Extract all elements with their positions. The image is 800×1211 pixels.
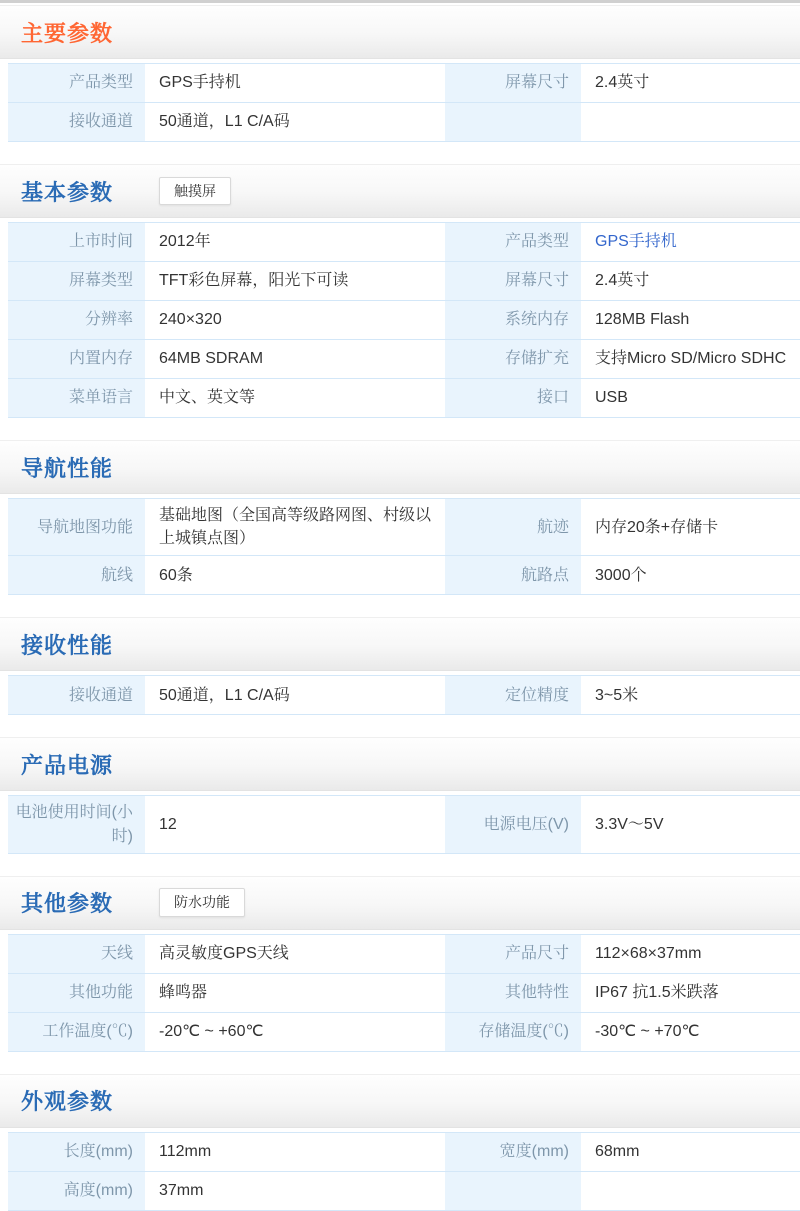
spec-section-other (0, 876, 800, 1052)
spec-value: 3~5米 (595, 686, 639, 704)
spec-label: 接收通道 (8, 676, 145, 714)
section-header (0, 617, 800, 671)
spec-value: -30℃ ~ +70℃ (595, 1023, 700, 1041)
spec-value: 支持Micro SD/Micro SDHC (595, 350, 787, 368)
spec-label: 其他特性 (445, 974, 581, 1012)
table-row (8, 974, 800, 1013)
section-header (0, 164, 800, 218)
spec-value: 68mm (595, 1143, 640, 1161)
spec-value: 高灵敏度GPS天线 (159, 945, 289, 963)
spec-table (8, 675, 800, 715)
feature-badge-button[interactable]: 防水功能 (159, 888, 245, 917)
spec-value: 50通道，L1 C/A码 (159, 113, 290, 131)
spec-label: 存储温度(℃) (445, 1013, 581, 1051)
spec-value: 中文、英文等 (159, 389, 256, 407)
spec-label (445, 1172, 581, 1210)
spec-value: 128MB Flash (595, 311, 690, 329)
section-header (0, 5, 800, 59)
product-type-link[interactable]: GPS手持机 (595, 233, 677, 251)
spec-table (8, 222, 800, 418)
spec-value (583, 103, 800, 141)
table-row (8, 223, 800, 262)
spec-label: 天线 (8, 935, 145, 973)
spec-value: 50通道，L1 C/A码 (159, 686, 290, 704)
spec-label: 航迹 (445, 499, 581, 555)
spec-table (8, 795, 800, 853)
spec-value: 3000个 (595, 566, 647, 584)
spec-value (583, 223, 800, 261)
table-row (8, 676, 800, 715)
spec-section-power (0, 737, 800, 853)
section-header (0, 440, 800, 494)
section-title: 产品电源 (21, 752, 114, 778)
spec-label: 上市时间 (8, 223, 145, 261)
table-row (8, 262, 800, 301)
spec-table (8, 498, 800, 595)
spec-label: 其他功能 (8, 974, 145, 1012)
spec-value: GPS手持机 (159, 74, 241, 92)
spec-label: 接口 (445, 379, 581, 417)
spec-label: 内置内存 (8, 340, 145, 378)
spec-label (445, 103, 581, 141)
section-title: 接收性能 (21, 632, 114, 658)
table-row (8, 796, 800, 853)
section-title: 其他参数 (21, 891, 114, 917)
section-header (0, 737, 800, 791)
spec-label: 存储扩充 (445, 340, 581, 378)
spec-value: 37mm (159, 1182, 204, 1200)
spec-label: 高度(mm) (8, 1172, 145, 1210)
table-row (8, 1013, 800, 1052)
section-title: 基本参数 (21, 179, 114, 205)
spec-value: -20℃ ~ +60℃ (159, 1023, 264, 1041)
spec-value: 3.3V～5V (595, 815, 664, 833)
spec-value: 蜂鸣器 (159, 984, 208, 1002)
spec-value: 240×320 (159, 311, 222, 329)
section-title: 外观参数 (21, 1089, 114, 1115)
spec-section-basic (0, 164, 800, 418)
spec-value: 2.4英寸 (595, 74, 650, 92)
spec-label: 航路点 (445, 556, 581, 594)
section-title: 导航性能 (21, 455, 114, 481)
spec-label: 宽度(mm) (445, 1133, 581, 1171)
spec-value: 112×68×37mm (595, 945, 702, 963)
spec-label: 航线 (8, 556, 145, 594)
spec-table (8, 1132, 800, 1211)
spec-value: 112mm (159, 1143, 212, 1161)
spec-label: 产品尺寸 (445, 935, 581, 973)
table-row (8, 301, 800, 340)
spec-value: TFT彩色屏幕，阳光下可读 (159, 272, 349, 290)
spec-label: 屏幕尺寸 (445, 262, 581, 300)
spec-value: 60条 (159, 566, 193, 584)
spec-label: 电源电压(V) (445, 796, 581, 852)
spec-value (583, 1172, 800, 1210)
spec-label: 定位精度 (445, 676, 581, 714)
feature-badge-button[interactable]: 触摸屏 (159, 177, 231, 206)
table-row (8, 379, 800, 418)
spec-label: 分辨率 (8, 301, 145, 339)
spec-section-appearance (0, 1074, 800, 1211)
spec-label: 工作温度(℃) (8, 1013, 145, 1051)
spec-value: 2.4英寸 (595, 272, 650, 290)
spec-value: IP67 抗1.5米跌落 (595, 984, 719, 1002)
spec-label: 电池使用时间(小时) (8, 796, 145, 852)
spec-label: 长度(mm) (8, 1133, 145, 1171)
table-row (8, 556, 800, 595)
spec-label: 屏幕类型 (8, 262, 145, 300)
spec-label: 产品类型 (445, 223, 581, 261)
spec-value: 64MB SDRAM (159, 350, 264, 368)
spec-label: 接收通道 (8, 103, 145, 141)
section-title: 主要参数 (21, 20, 114, 46)
spec-value: 2012年 (159, 233, 211, 251)
table-row (8, 103, 800, 142)
table-row (8, 64, 800, 103)
table-row (8, 935, 800, 974)
section-header (0, 876, 800, 930)
spec-table (8, 63, 800, 142)
spec-label: 导航地图功能 (8, 499, 145, 555)
table-row (8, 340, 800, 379)
spec-label: 菜单语言 (8, 379, 145, 417)
spec-value: 12 (159, 815, 177, 833)
table-row (8, 1172, 800, 1211)
table-row (8, 499, 800, 556)
spec-label: 屏幕尺寸 (445, 64, 581, 102)
section-header (0, 1074, 800, 1128)
spec-section-navigation (0, 440, 800, 595)
spec-label: 系统内存 (445, 301, 581, 339)
spec-value: 基础地图（全国高等级路网图、村级以上城镇点图） (159, 507, 432, 548)
spec-section-receiving (0, 617, 800, 715)
spec-value: 内存20条+存储卡 (595, 518, 719, 536)
spec-label: 产品类型 (8, 64, 145, 102)
table-row (8, 1133, 800, 1172)
spec-table (8, 934, 800, 1052)
spec-value: USB (595, 389, 628, 407)
spec-section-main (0, 5, 800, 142)
